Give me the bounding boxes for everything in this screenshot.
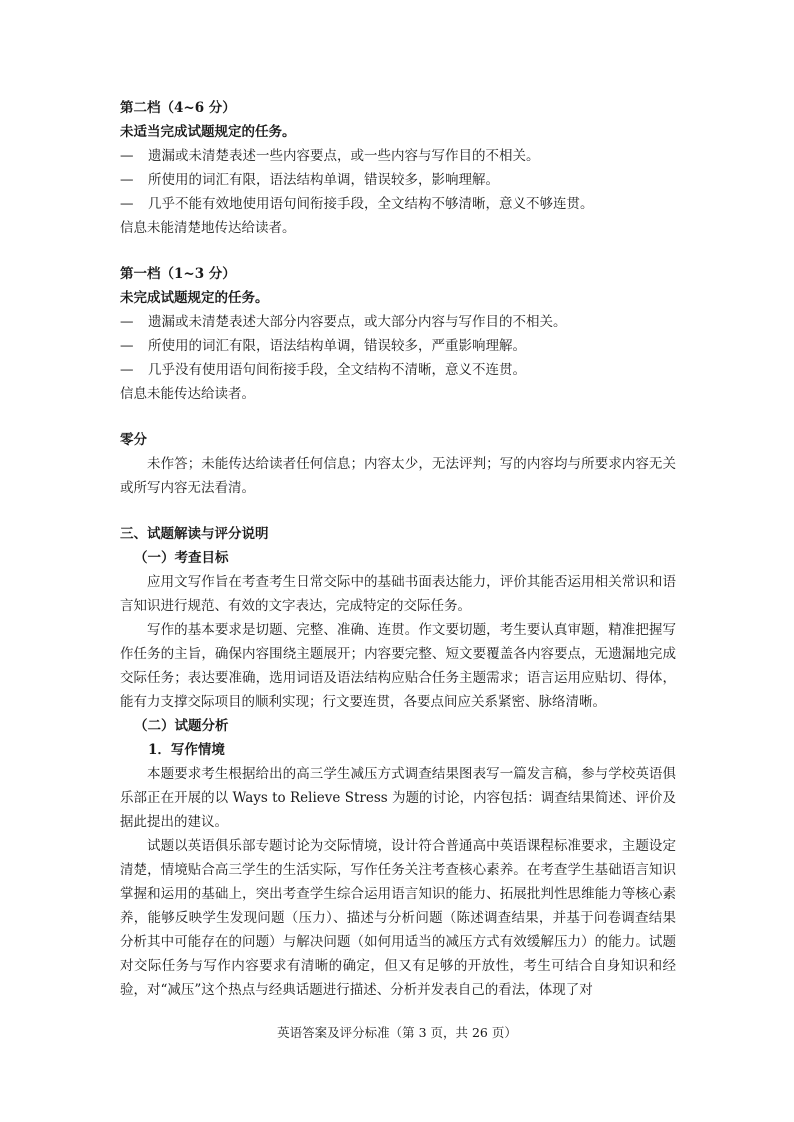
section3-title: 三、试题解读与评分说明 bbox=[120, 526, 269, 542]
dash-mark: — bbox=[120, 314, 134, 330]
tier2-item-text: 所使用的词汇有限，语法结构单调，错误较多，影响理解。 bbox=[148, 172, 499, 188]
dash-mark: — bbox=[120, 338, 134, 354]
tier1-title: 第一档（1~3 分） bbox=[120, 266, 236, 282]
tier2-title: 第二档（4~6 分） bbox=[120, 100, 236, 116]
tier2-item bbox=[120, 168, 676, 192]
section3-point1-paragraph: 试题以英语俱乐部专题讨论为交际情境，设计符合普通高中英语课程标准要求，主题设定清楚，情境贴合高三学生的生活实际，写作任务关注考查核心素养。在考查学生基础语言知识掌握和运用的基础上，突出考查学生综合运用语言知识的能力、拓展批判性思维能力等核心素养，能够反映学生发现问题（压力）、描述与分析问题（陈述调查结果，并基于问卷调查结果分析其中可能存在的问题）与解决问题（如何用适当的减压方式有效缓解压力）的能力。试题对交际任务与写作内容要求有清晰的确定，但又有足够的开放性，考生可结合自身知识和经验，对“减压”这个热点与经典话题进行描述、分析并发表自己的看法，体现了对 bbox=[120, 838, 676, 998]
tier2-item bbox=[120, 144, 676, 168]
zero-title: 零分 bbox=[120, 432, 147, 448]
tier1-item-text: 所使用的词汇有限，语法结构单调，错误较多，严重影响理解。 bbox=[148, 338, 526, 354]
spacer bbox=[120, 406, 676, 428]
tier2-subtitle: 未适当完成试题规定的任务。 bbox=[120, 124, 296, 140]
tier2-item-text: 遗漏或未清楚表述一些内容要点，或一些内容与写作目的不相关。 bbox=[148, 148, 540, 164]
tier2-item bbox=[120, 192, 676, 216]
section3-point1-title: 1．写作情境 bbox=[148, 742, 225, 758]
page-content bbox=[120, 96, 676, 1002]
dash-mark: — bbox=[120, 362, 134, 378]
spacer bbox=[120, 500, 676, 522]
section3-part2-title: （二）试题分析 bbox=[134, 718, 229, 734]
tier1-item-text: 遗漏或未清楚表述大部分内容要点，或大部分内容与写作目的不相关。 bbox=[148, 314, 567, 330]
section3-part1-paragraph: 写作的基本要求是切题、完整、准确、连贯。作文要切题，考生要认真审题，精准把握写作任务的主旨，确保内容围绕主题展开；内容要完整、短文要覆盖各内容要点，无遗漏地完成交际任务；表达要准确，选用词语及语法结构应贴合任务主题需求；语言运用应贴切、得体，能有力支撑交际项目的顺利实现；行文要连贯，各要点间应关系紧密、脉络清晰。 bbox=[120, 622, 676, 710]
tier1-item bbox=[120, 358, 676, 382]
tier1-item-text: 几乎没有使用语句间衔接手段，全文结构不清晰，意义不连贯。 bbox=[148, 362, 526, 378]
spacer bbox=[120, 240, 676, 262]
dash-mark: — bbox=[120, 148, 134, 164]
dash-mark: — bbox=[120, 196, 134, 212]
page-footer: 英语答案及评分标准（第 3 页，共 26 页） bbox=[277, 1025, 517, 1040]
tier1-item bbox=[120, 310, 676, 334]
dash-mark: — bbox=[120, 172, 134, 188]
tier1-conclusion: 信息未能传达给读者。 bbox=[120, 386, 255, 402]
tier2-conclusion: 信息未能清楚地传达给读者。 bbox=[120, 220, 296, 236]
section3-point1-paragraph: 本题要求考生根据给出的高三学生减压方式调查结果图表写一篇发言稿，参与学校英语俱乐部正在开展的以 Ways to Relieve Stress 为题的讨论，内容包括：调查结果简述、评价及据此提出的建议。 bbox=[120, 766, 676, 830]
section3-part1-paragraph: 应用文写作旨在考查考生日常交际中的基础书面表达能力，评价其能否运用相关常识和语言知识进行规范、有效的文字表达，完成特定的交际任务。 bbox=[120, 574, 676, 614]
tier2-item-text: 几乎不能有效地使用语句间衔接手段，全文结构不够清晰，意义不够连贯。 bbox=[148, 196, 594, 212]
tier1-subtitle: 未完成试题规定的任务。 bbox=[120, 290, 269, 306]
tier1-item bbox=[120, 334, 676, 358]
section3-part1-title: （一）考查目标 bbox=[134, 550, 229, 566]
zero-text: 未作答；未能传达给读者任何信息；内容太少，无法评判；写的内容均与所要求内容无关或所写内容无法看清。 bbox=[120, 456, 676, 496]
